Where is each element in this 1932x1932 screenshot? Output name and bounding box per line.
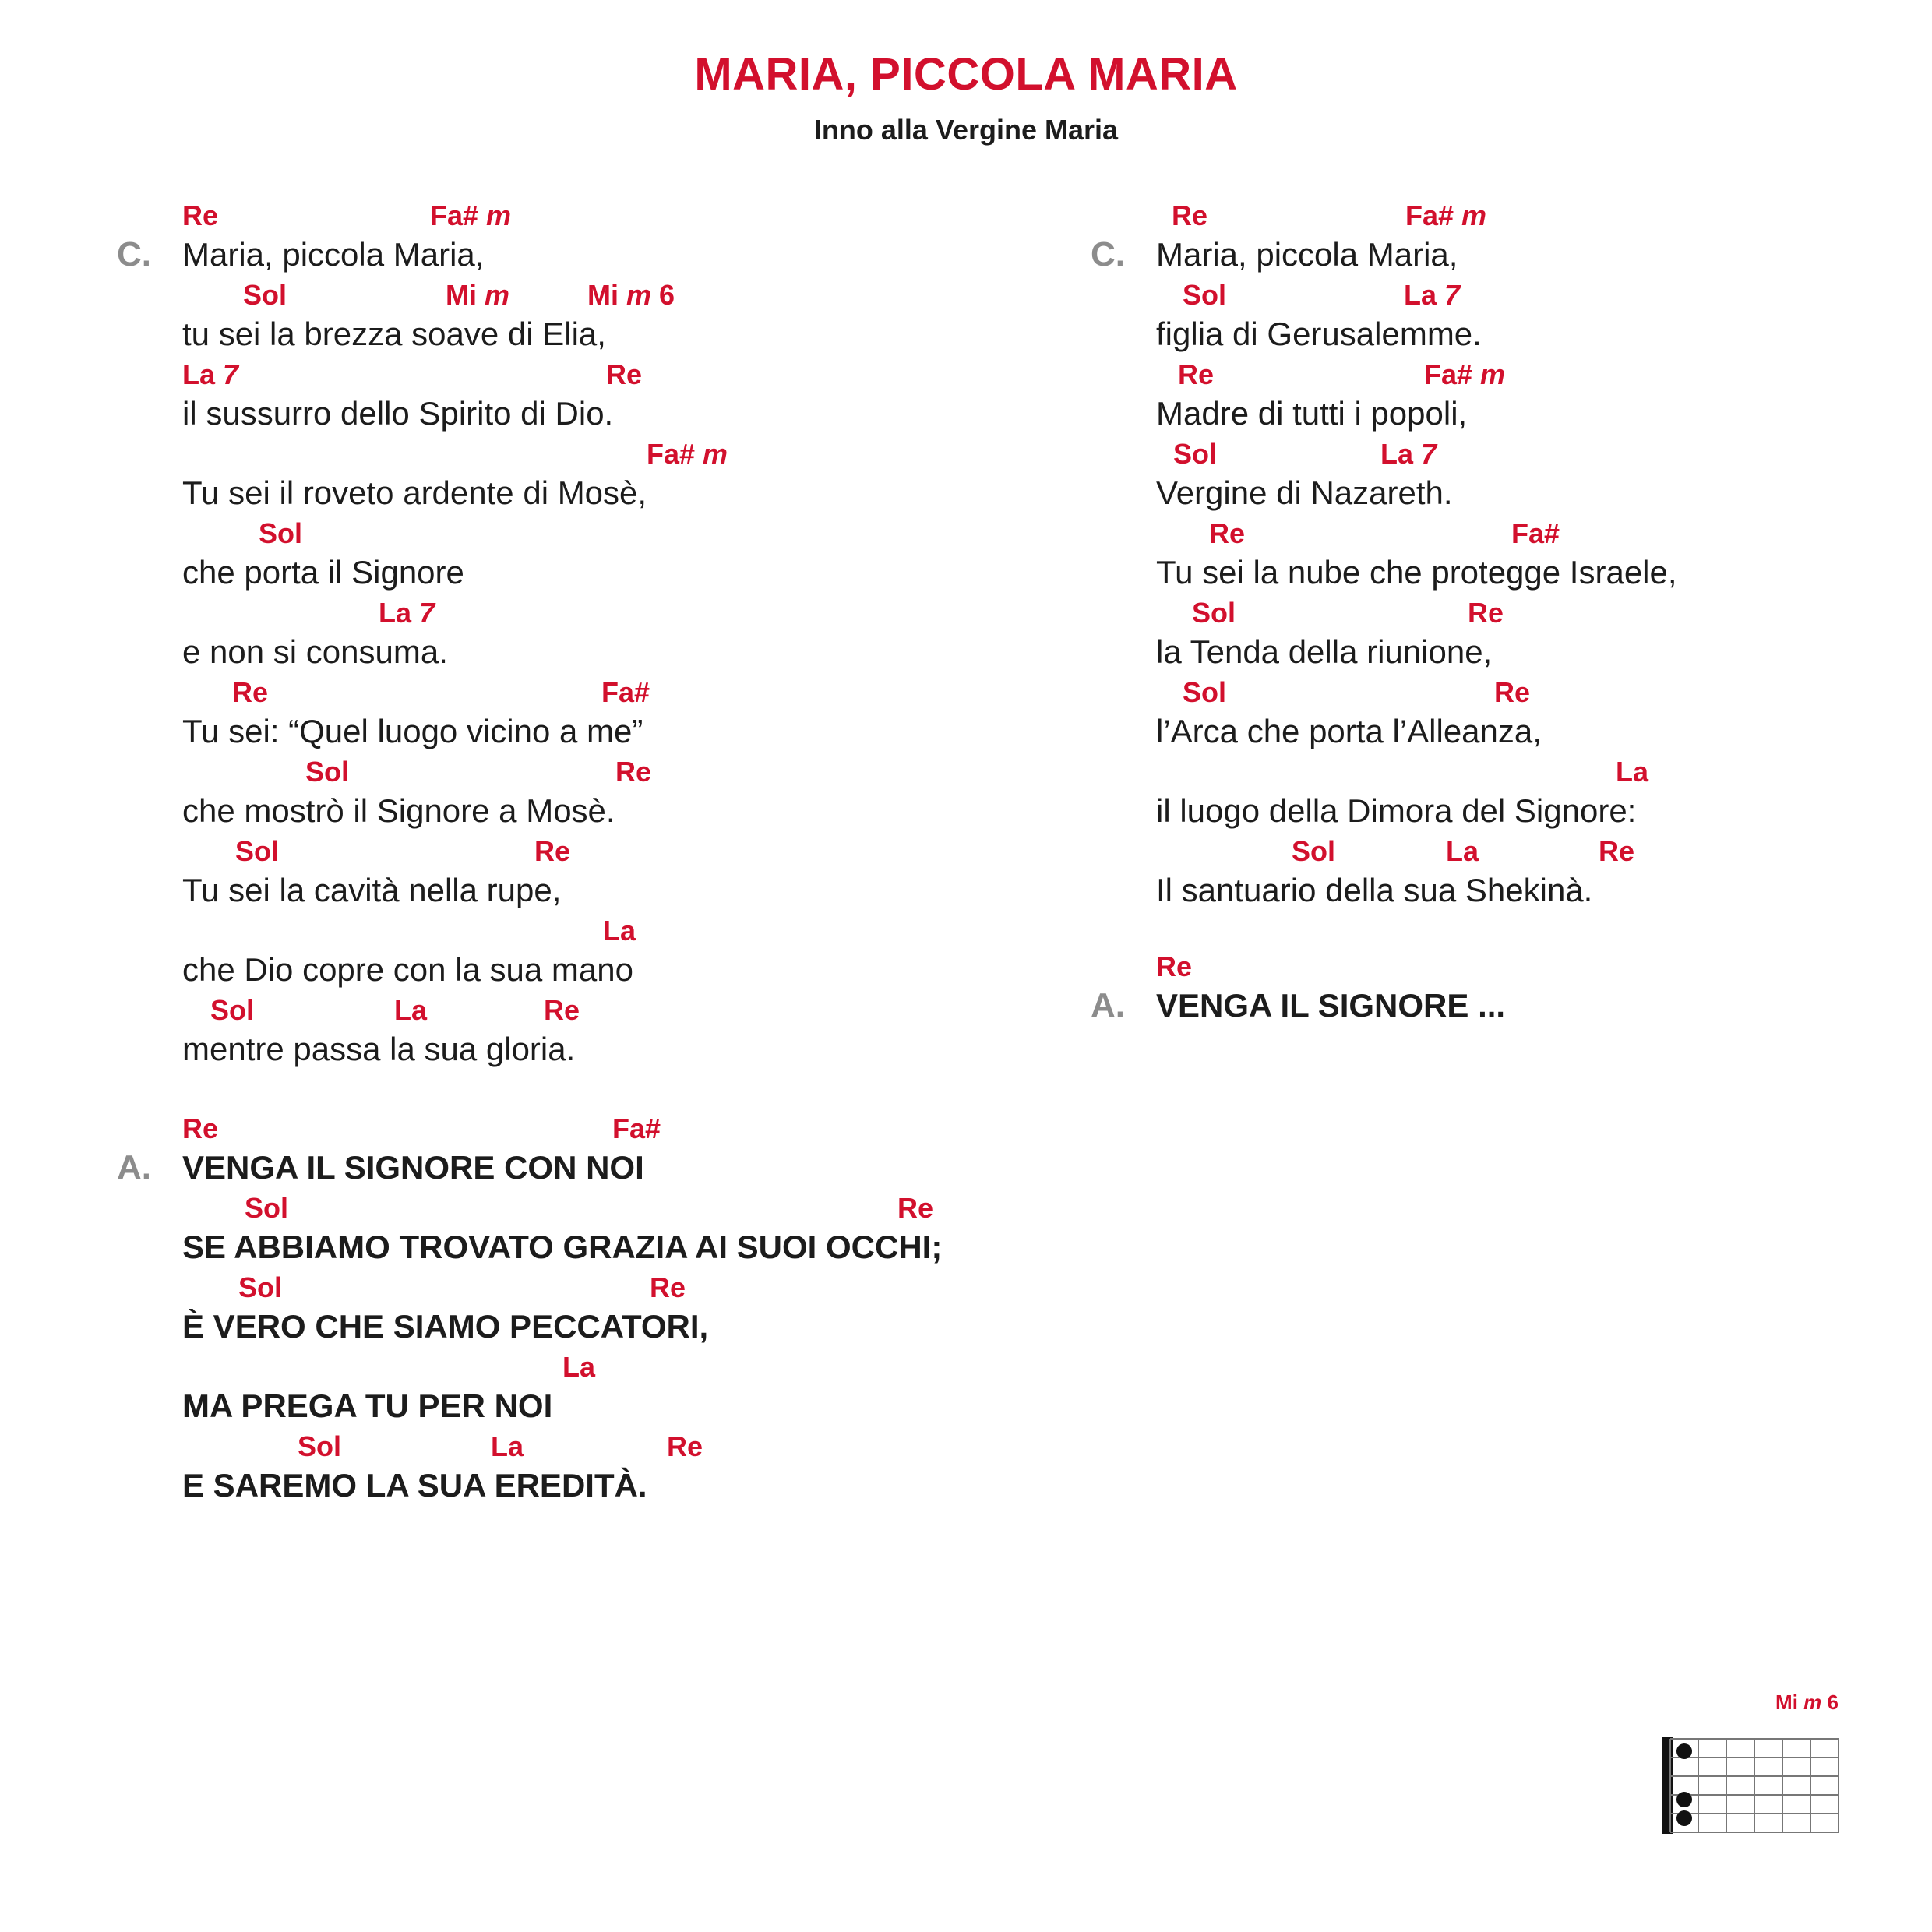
chord-label xyxy=(562,1351,595,1384)
chord-label xyxy=(1173,438,1217,471)
lyric-text: tu sei la brezza soave di Elia, xyxy=(182,316,606,352)
verse-line xyxy=(117,592,1044,672)
left-column xyxy=(117,195,1044,1505)
chord-row xyxy=(182,1346,1044,1387)
chord-root: Re xyxy=(1468,597,1504,629)
chord-label xyxy=(1178,358,1214,391)
chord-root: Sol xyxy=(1292,835,1336,867)
fretboard-grid xyxy=(1659,1690,1839,1846)
chord-root: Sol xyxy=(245,1192,289,1224)
chorus-line xyxy=(117,1108,1044,1187)
chord-quality: m xyxy=(619,279,652,311)
chord-label xyxy=(534,835,570,868)
chorus-line xyxy=(117,1187,1044,1267)
chord-label xyxy=(1404,279,1460,312)
chord-label xyxy=(615,756,651,788)
fretboard-nut xyxy=(1662,1737,1673,1834)
chord-root: Re xyxy=(667,1430,703,1462)
chord-row xyxy=(182,1108,1044,1148)
finger-dot xyxy=(1676,1810,1692,1826)
chord-root: Re xyxy=(606,358,643,390)
chorus-stanza xyxy=(117,1108,1044,1505)
chord-root: Mi xyxy=(446,279,477,311)
lyric-text: che porta il Signore xyxy=(182,554,464,591)
chord-row xyxy=(1156,433,1870,474)
chord-row xyxy=(1156,830,1870,871)
chord-label xyxy=(1511,517,1560,550)
verse-line xyxy=(117,751,1044,830)
chord-quality: m xyxy=(1454,199,1487,231)
chord-quality: m xyxy=(1472,358,1506,390)
lyric-text: MA PREGA TU PER NOI xyxy=(182,1387,553,1424)
chord-root: Sol xyxy=(1192,597,1236,629)
verse-line xyxy=(117,989,1044,1069)
verse-line xyxy=(1091,513,1870,592)
chord-row xyxy=(1156,354,1870,394)
chord-label xyxy=(210,994,254,1027)
chord-label xyxy=(379,597,435,629)
chord-root: Re xyxy=(897,1192,934,1224)
chord-label xyxy=(667,1430,703,1463)
lyric-text: Il santuario della sua Shekinà. xyxy=(1156,872,1593,908)
lyric-text: VENGA IL SIGNORE CON NOI xyxy=(182,1149,644,1186)
chord-root: Sol xyxy=(1173,438,1218,470)
chord-root: La xyxy=(562,1351,596,1383)
chorus-stanza xyxy=(1091,946,1870,1025)
chord-label xyxy=(182,1112,218,1145)
verse-line xyxy=(1091,433,1870,513)
chorus-line xyxy=(117,1267,1044,1346)
lyric-text: Maria, piccola Maria, xyxy=(182,236,485,273)
verse-line xyxy=(117,513,1044,592)
verse-line xyxy=(117,830,1044,910)
chord-quality: 7 xyxy=(215,358,239,390)
verse-marker: C. xyxy=(117,235,151,273)
chord-label xyxy=(1494,676,1530,709)
chord-label xyxy=(1468,597,1504,629)
chord-row xyxy=(182,830,1044,871)
chord-root: La xyxy=(182,358,216,390)
chord-quality: 7 xyxy=(1437,279,1461,311)
chord-label xyxy=(446,279,509,312)
verse-line xyxy=(117,195,1044,274)
chord-label xyxy=(1156,950,1192,983)
chord-row xyxy=(182,751,1044,791)
chorus-marker: A. xyxy=(1091,986,1125,1024)
chord-label xyxy=(650,1271,686,1304)
chord-label xyxy=(1183,676,1226,709)
chord-root: Sol xyxy=(305,756,350,788)
chord-label xyxy=(647,438,728,471)
lyric-text: e non si consuma. xyxy=(182,633,448,670)
verse-line xyxy=(1091,751,1870,830)
song-title: MARIA, PICCOLA MARIA xyxy=(694,49,1238,100)
chord-diagram-name: Mi xyxy=(1775,1690,1798,1714)
verse-line xyxy=(117,354,1044,433)
chord-diagram-extra: 6 xyxy=(1827,1690,1839,1714)
chorus-line xyxy=(1091,946,1870,1025)
verse-line xyxy=(117,910,1044,989)
chord-label xyxy=(1192,597,1236,629)
chord-quality: m xyxy=(695,438,728,470)
lyric-text: Tu sei la nube che protegge Israele, xyxy=(1156,554,1677,591)
lyric-text: l’Arca che porta l’Alleanza, xyxy=(1156,713,1542,749)
chord-label xyxy=(394,994,427,1027)
chord-label xyxy=(243,279,287,312)
chord-row xyxy=(182,195,1044,235)
chord-label xyxy=(298,1430,341,1463)
verse-stanza xyxy=(117,195,1044,1069)
verse-line xyxy=(117,672,1044,751)
chord-root: Re xyxy=(1599,835,1635,867)
chord-row xyxy=(1156,946,1870,986)
chorus-marker: A. xyxy=(117,1148,151,1186)
lyric-text: la Tenda della riunione, xyxy=(1156,633,1493,670)
chord-row xyxy=(1156,751,1870,791)
chord-root: Sol xyxy=(298,1430,342,1462)
chord-root: La xyxy=(379,597,412,629)
chord-label xyxy=(1599,835,1634,868)
chord-label xyxy=(587,279,675,312)
chord-root: La xyxy=(394,994,428,1026)
chord-label xyxy=(603,915,636,947)
chord-extension: 6 xyxy=(651,279,675,311)
chord-label xyxy=(238,1271,282,1304)
chord-label xyxy=(1424,358,1505,391)
chord-quality: m xyxy=(477,279,510,311)
chord-root: Sol xyxy=(238,1271,283,1303)
chord-root: Fa# xyxy=(430,199,479,231)
chord-root: Re xyxy=(182,199,219,231)
chord-label xyxy=(1380,438,1437,471)
chord-label xyxy=(430,199,511,232)
chord-root: Re xyxy=(232,676,269,708)
chorus-line xyxy=(117,1426,1044,1505)
chord-root: La xyxy=(1446,835,1479,867)
chord-row xyxy=(182,989,1044,1030)
chord-label xyxy=(612,1112,661,1145)
chord-label xyxy=(544,994,580,1027)
finger-dot xyxy=(1676,1743,1692,1759)
chord-label xyxy=(1446,835,1479,868)
chord-label xyxy=(1405,199,1486,232)
lyric-text: È VERO CHE SIAMO PECCATORI, xyxy=(182,1308,709,1345)
verse-line xyxy=(1091,830,1870,910)
chord-root: Re xyxy=(182,1112,219,1144)
chord-label xyxy=(1209,517,1245,550)
lyric-text: E SAREMO LA SUA EREDITÀ. xyxy=(182,1467,647,1504)
chord-root: Re xyxy=(1178,358,1215,390)
chord-quality: 7 xyxy=(411,597,435,629)
lyric-text: VENGA IL SIGNORE ... xyxy=(1156,987,1506,1024)
chord-row xyxy=(1156,195,1870,235)
verse-line xyxy=(1091,354,1870,433)
chord-root: Re xyxy=(1494,676,1531,708)
chord-root: Fa# xyxy=(612,1112,661,1144)
chord-row xyxy=(182,1267,1044,1307)
lyric-text: figlia di Gerusalemme. xyxy=(1156,316,1482,352)
verse-line xyxy=(1091,274,1870,354)
chord-label xyxy=(232,676,268,709)
chord-row xyxy=(1156,513,1870,553)
chord-root: Fa# xyxy=(601,676,650,708)
chord-label xyxy=(491,1430,524,1463)
chord-root: Fa# xyxy=(1405,199,1454,231)
chorus-line xyxy=(117,1346,1044,1426)
finger-dot xyxy=(1676,1792,1692,1807)
chord-root: Sol xyxy=(1183,279,1227,311)
chord-row xyxy=(182,1426,1044,1466)
chord-root: Re xyxy=(534,835,571,867)
lyric-text: Maria, piccola Maria, xyxy=(1156,236,1458,273)
chord-row xyxy=(182,433,1044,474)
lyric-text: il luogo della Dimora del Signore: xyxy=(1156,792,1637,829)
chord-root: Mi xyxy=(587,279,619,311)
chord-label xyxy=(1172,199,1208,232)
chord-quality: m xyxy=(478,199,512,231)
chord-row xyxy=(182,513,1044,553)
lyric-text: Tu sei: “Quel luogo vicino a me” xyxy=(182,713,643,749)
chord-label xyxy=(1292,835,1335,868)
chord-root: Sol xyxy=(243,279,287,311)
lyric-text: Tu sei il roveto ardente di Mosè, xyxy=(182,474,647,511)
verse-marker: C. xyxy=(1091,235,1125,273)
chord-root: Sol xyxy=(210,994,255,1026)
chord-root: La xyxy=(1616,756,1649,788)
lyric-text: mentre passa la sua gloria. xyxy=(182,1031,576,1067)
chord-row xyxy=(1156,592,1870,633)
song-subtitle: Inno alla Vergine Maria xyxy=(813,114,1119,146)
verse-line xyxy=(1091,195,1870,274)
chord-label xyxy=(182,199,218,232)
right-column xyxy=(1091,195,1870,1025)
chord-label xyxy=(897,1192,933,1225)
chord-label xyxy=(245,1192,288,1225)
chord-root: La xyxy=(491,1430,524,1462)
chord-row xyxy=(1156,672,1870,712)
chord-label xyxy=(305,756,349,788)
lyric-text: che Dio copre con la sua mano xyxy=(182,951,633,988)
chord-root: La xyxy=(1380,438,1414,470)
verse-line xyxy=(1091,592,1870,672)
lyric-text: Tu sei la cavità nella rupe, xyxy=(182,872,562,908)
chord-root: Re xyxy=(1156,950,1193,982)
chord-label xyxy=(601,676,650,709)
chord-label xyxy=(259,517,302,550)
chord-diagram xyxy=(1659,1690,1839,1846)
chord-label xyxy=(1183,279,1226,312)
chord-root: Fa# xyxy=(647,438,696,470)
verse-stanza xyxy=(1091,195,1870,910)
chord-label xyxy=(606,358,642,391)
chord-quality: 7 xyxy=(1413,438,1437,470)
chord-root: Re xyxy=(650,1271,686,1303)
chord-root: Re xyxy=(544,994,580,1026)
chord-root: Fa# xyxy=(1511,517,1560,549)
verse-line xyxy=(117,274,1044,354)
chord-label xyxy=(182,358,238,391)
lyric-text: SE ABBIAMO TROVATO GRAZIA AI SUOI OCCHI; xyxy=(182,1229,943,1265)
chord-row xyxy=(182,910,1044,950)
chord-root: La xyxy=(1404,279,1437,311)
chord-label xyxy=(1616,756,1648,788)
chord-root: La xyxy=(603,915,636,947)
chord-row xyxy=(182,354,1044,394)
chord-root: Re xyxy=(1172,199,1208,231)
verse-line xyxy=(117,433,1044,513)
lyric-text: il sussurro dello Spirito di Dio. xyxy=(182,395,614,432)
chord-root: Re xyxy=(615,756,652,788)
chord-row xyxy=(182,1187,1044,1228)
verse-line xyxy=(1091,672,1870,751)
lyric-text: Madre di tutti i popoli, xyxy=(1156,395,1468,432)
lyric-text: che mostrò il Signore a Mosè. xyxy=(182,792,615,829)
chord-root: Sol xyxy=(1183,676,1227,708)
chord-label xyxy=(235,835,279,868)
chord-row xyxy=(182,274,1044,315)
lyric-text: Vergine di Nazareth. xyxy=(1156,474,1453,511)
chord-diagram-suffix: m xyxy=(1803,1690,1822,1714)
chord-root: Fa# xyxy=(1424,358,1473,390)
chord-root: Re xyxy=(1209,517,1246,549)
chord-row xyxy=(1156,274,1870,315)
chord-row xyxy=(182,672,1044,712)
chord-root: Sol xyxy=(259,517,303,549)
chord-row xyxy=(182,592,1044,633)
chord-root: Sol xyxy=(235,835,280,867)
